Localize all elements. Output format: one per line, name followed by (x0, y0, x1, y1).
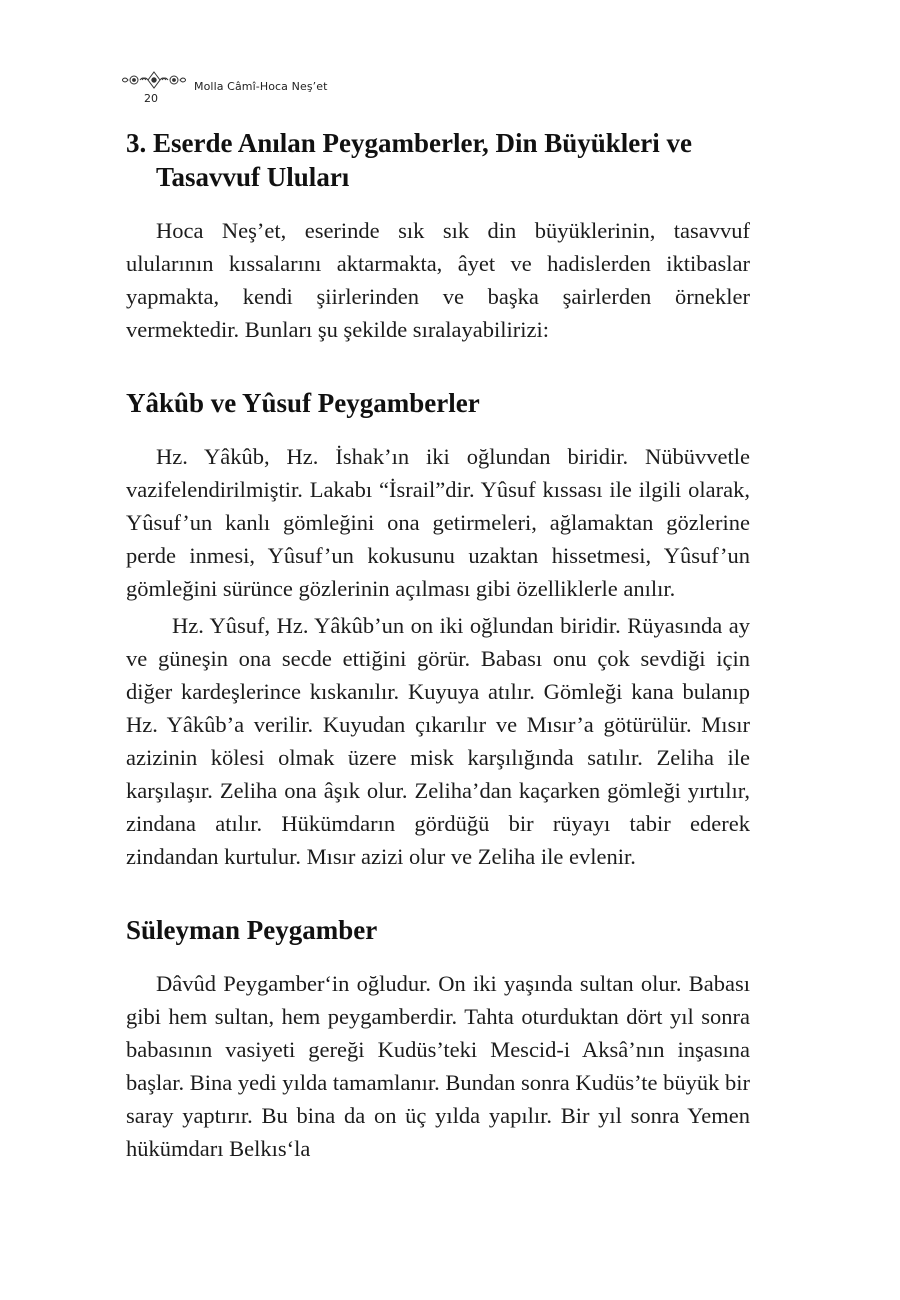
page-header (122, 66, 522, 110)
paragraph-yusuf: Hz. Yûsuf, Hz. Yâkûb’un on iki oğlundan biridir. Rüyasında ay ve güneşin ona secde ettiğini görür. Babası onu çok sevdiği için diğer kardeşlerince kıskanılır. Kuyuya atılır. Gömleği kana bulanıp Hz. Yâkûb’a verilir. Kuyudan çıkarılır ve Mısır’a götürülür. Mısır azizinin kölesi olmak üzere misk karşılığında satılır. Zeliha ile karşılaşır. Zeliha ona âşık olur. Zeliha’dan kaçarken gömleği yırtılır, zindana atılır. Hükümdarın gördüğü bir rüyayı tabir ederek zindandan kurtulur. Mısır azizi olur ve Zeliha ile evlenir. (126, 613, 750, 869)
running-title: Molla Câmî-Hoca Neş’et (194, 80, 328, 93)
chapter-intro-paragraph: Hoca Neş’et, eserinde sık sık din büyüklerinin, tasavvuf ulularının kıssalarını aktarmakta, âyet ve hadislerden iktibaslar yapmakta, kendi şiirlerinden ve başka şairlerden örnekler vermektedir. Bunları şu şekilde sıralayabilirizi: (126, 218, 750, 342)
section-title-suleyman: Süleyman Peygamber (126, 915, 378, 945)
page-number: 20 (144, 92, 158, 105)
chapter-title: 3. Eserde Anılan Peygamberler, Din Büyükleri ve Tasavvuf Uluları (126, 128, 692, 192)
paragraph-suleyman: Dâvûd Peygamber‘in oğludur. On iki yaşında sultan olur. Babası gibi hem sultan, hem peygamberdir. Tahta oturduktan dört yıl sonra babasının vasiyeti gereği Kudüs’teki Mescid-i Aksâ’nın inşasına başlar. Bina yedi yılda tamamlanır. Bundan sonra Kudüs’te büyük bir saray yaptırır. Bu bina da on üç yılda yapılır. Bir yıl sonra Yemen hükümdarı Belkıs‘la (126, 971, 750, 1161)
floral-ornament-icon (122, 68, 186, 92)
paragraph-yakub: Hz. Yâkûb, Hz. İshak’ın iki oğlundan biridir. Nübüvvetle vazifelendirilmiştir. Lakabı “İsrail”dir. Yûsuf kıssası ile ilgili olarak, Yûsuf’un kanlı gömleğini ona getirmeleri, ağlamaktan gözlerine perde inmesi, Yûsuf’un kokusunu uzaktan hissetmesi, Yûsuf’un gömleğini sürünce gözlerinin açılması gibi özelliklerle anılır. (126, 444, 750, 601)
page-content (126, 126, 750, 1165)
section-title-yakub-yusuf: Yâkûb ve Yûsuf Peygamberler (126, 388, 480, 418)
